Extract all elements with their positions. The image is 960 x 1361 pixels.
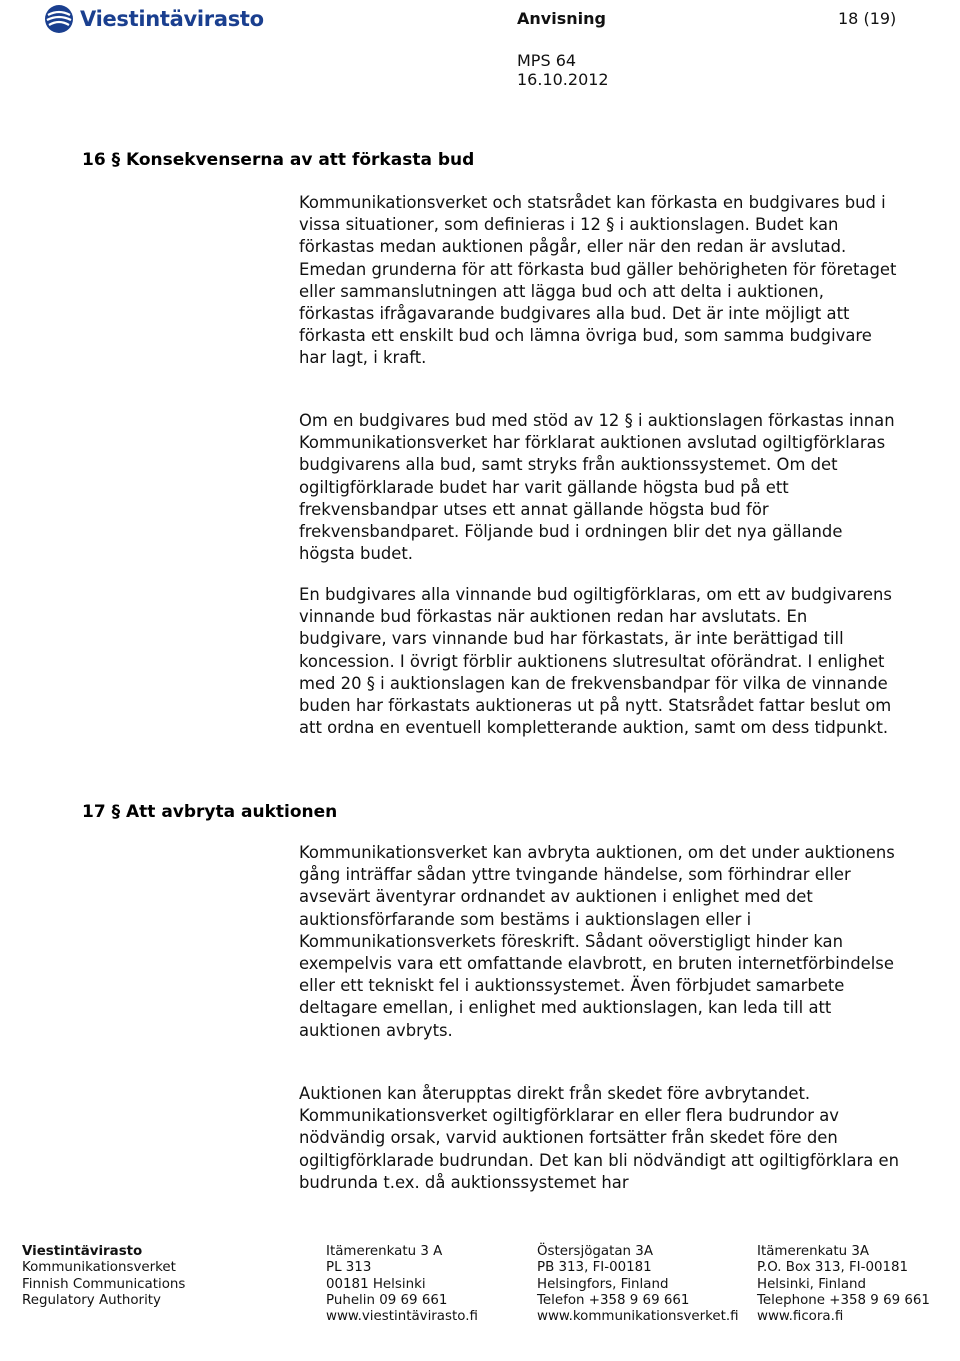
section-17-paragraph-2: Auktionen kan återupptas direkt från skedet före avbrytandet. Kommunikationsverket ogiltigförklarar en eller flera budrundor av nödvändig orsak, varvid auktionen fortsätter från skedet före den ogiltigförklarade budrundan. Det kan bli nödvändigt att ogiltigförklara en budrunda t.ex. då auktionssystemet har [299,1084,899,1192]
footer-website-link[interactable]: www.kommunikationsverket.fi [537,1309,739,1325]
footer-line: Itämerenkatu 3 A [326,1244,443,1259]
footer-line: Östersjögatan 3A [537,1244,653,1259]
page-number: 18 (19) [838,9,897,28]
section-16-paragraph-1: Kommunikationsverket och statsrådet kan förkasta en budgivares bud i vissa situationer, som definieras i 12 § i auktionslagen. Budet kan förkastas medan auktionen pågår, eller när den redan är avslutad. Emedan grunderna för att förkasta bud gäller behörigheten för företaget eller sammanslutningen att lägga bud och att delta i auktionen, förkastas ifrågavarande budgivares alla bud. Det är inte möjligt att förkasta ett enskilt bud och lämna övriga bud, som samma budgivare har lagt, i kraft. [299,193,897,368]
footer-agency-names [22,1244,185,1309]
document-code: MPS 64 [517,51,577,70]
footer-line: Kommunikationsverket [22,1260,176,1276]
globe-logo-icon [44,4,74,34]
document-type: Anvisning [517,9,606,28]
footer-line: Finnish Communications [22,1276,186,1292]
footer-address-finnish [326,1244,478,1325]
footer-line: Regulatory Authority [22,1292,161,1308]
document-date: 16.10.2012 [517,70,609,89]
footer-line: Helsingfors, Finland [537,1276,669,1292]
footer-line: Telephone +358 9 69 661 [757,1292,930,1308]
footer-line: 00181 Helsinki [326,1276,426,1292]
footer-line: Telefon +358 9 69 661 [537,1292,690,1308]
footer-website-link[interactable]: www.viestintävirasto.fi [326,1309,478,1325]
logo-text: Viestintävirasto [80,7,264,31]
section-16-heading: 16 § Konsekvenserna av att förkasta bud [82,150,475,170]
footer-line: P.O. Box 313, FI-00181 [757,1260,909,1276]
section-17-heading: 17 § Att avbryta auktionen [82,802,338,822]
footer-line: Itämerenkatu 3A [757,1244,870,1259]
page-footer [0,1244,960,1332]
footer-address-swedish [537,1244,739,1325]
footer-website-link[interactable]: www.ficora.fi [757,1309,844,1325]
footer-address-english [757,1244,930,1325]
footer-line: Helsinki, Finland [757,1276,867,1292]
footer-line: Puhelin 09 69 661 [326,1292,448,1308]
section-16-paragraph-2: Om en budgivares bud med stöd av 12 § i auktionslagen förkastas innan Kommunikationsverket har förklarat auktionen avslutad ogiltigförklaras budgivarens alla bud, samt stryks från auktionssystemet. Om det ogiltigförklarade budet har varit gällande högsta bud på ett frekvensbandpar utses ett annat gällande högsta bud för frekvensbandparet. Följande bud i ordningen blir det nya gällande högsta budet. [299,411,895,564]
section-16-paragraph-3: En budgivares alla vinnande bud ogiltigförklaras, om ett av budgivarens vinnande bud förkastas när auktionen redan har avslutats. En budgivare, vars vinnande bud har förkastats, är inte berättigad till koncession. I övrigt förblir auktionens slutresultat oförändrat. I enlighet med 20 § i auktionslagen kan de frekvensbandpar för vilka de vinnande buden har förkastats auktioneras ut på nytt. Statsrådet fattar beslut om att ordna en eventuell kompletterande auktion, samt om dess tidpunkt. [299,585,892,738]
section-17-paragraph-1: Kommunikationsverket kan avbryta auktionen, om det under auktionens gång inträffar sådan yttre tvingande händelse, som förhindrar eller avsevärt äventyrar ordnandet av auktionen i enlighet med det auktionsförfarande som bestäms i auktionslagen eller i Kommunikationsverkets föreskrift. Sådant oöverstigligt hinder kan exempelvis vara ett omfattande elavbrott, en bruten internetförbindelse eller ett tekniskt fel i auktionssystemet. Även förbjudet samarbete deltagare emellan, i enlighet med auktionslagen, kan leda till att auktionen avbryts. [299,843,895,1040]
agency-logo [44,3,264,35]
footer-line: PL 313 [326,1260,372,1276]
footer-agency-name: Viestintävirasto [22,1244,143,1259]
footer-line: PB 313, FI-00181 [537,1260,652,1276]
